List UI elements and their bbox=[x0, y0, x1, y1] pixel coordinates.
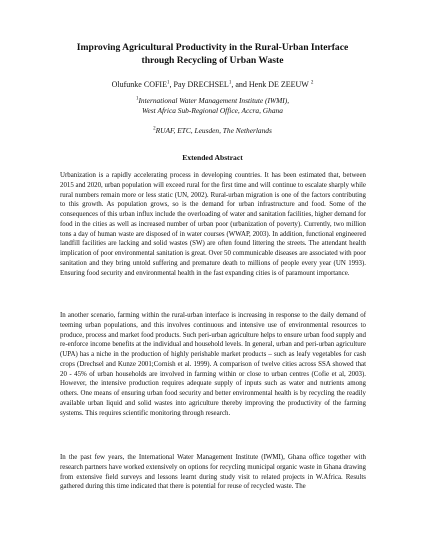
affiliation-2 bbox=[60, 126, 365, 136]
affiliation-line: International Water Management Institute (IWMI), bbox=[138, 96, 290, 105]
section-heading: Extended Abstract bbox=[182, 153, 243, 162]
affiliation-mark: 1 bbox=[135, 96, 139, 102]
paper-title: Improving Agricultural Productivity in the Rural-Urban Interface through Recycling of Urban Waste bbox=[76, 42, 349, 66]
author-name: Olufunke COFIE bbox=[111, 80, 167, 89]
author-name: Henk DE ZEEUW bbox=[248, 80, 309, 89]
affiliation-line: West Africa Sub-Regional Office, Accra, Ghana bbox=[142, 106, 283, 115]
body-paragraph-2: In another scenario, farming within the rural-urban interface is increasing in response to the daily demand of teeming urban populations, and this involves continuous and intensive use of environmental resources to produce, process and market food products. Such peri-urban agriculture helps to ensure urban food supply and re-enforce income benefits at the individual and household levels. In general, urban and peri-urban agriculture (UPA) has a niche in the production of highly perishable market products – such as leafy vegetables for cash crops (Drechsel and Kunze 2001;Cornish et al. 1999). A comparison of twelve cities across SSA showed that 20 - 45% of urban households are involved in farming within or close to urban centres (Cofie et al, 2003). However, the intensive production requires adequate supply of inputs such as water and nutrients among others. One means of ensuring urban food security and better environmental health is by recycling the readily available urban liquid and solid wastes into agriculture thereby improving the productivity of the farming systems. This requires scientific monitoring through research. bbox=[60, 312, 366, 417]
author-affiliation-mark: 2 bbox=[310, 80, 314, 86]
author-separator: , and bbox=[231, 80, 249, 89]
author-separator: , bbox=[169, 80, 174, 89]
author-affiliation-mark: 1 bbox=[228, 80, 232, 86]
author-affiliation-mark: 1 bbox=[166, 80, 170, 86]
affiliation-mark: 2 bbox=[153, 126, 156, 132]
author-line bbox=[40, 80, 385, 90]
affiliation-1 bbox=[60, 96, 365, 116]
body-paragraph-3: In the past few years, the International Water Management Institute (IWMI), Ghana office together with research partners have worked extensively on options for recycling municipal organic waste in Ghana drawing from extensive field surveys and lessons learnt during study visit to related projects in W.Africa. Results gathered during this time indicated that there is potential for reuse of recycled waste. The bbox=[60, 454, 366, 491]
affiliation-line: RUAF, ETC, Leusden, The Netherlands bbox=[155, 126, 272, 135]
body-paragraph-1: Urbanization is a rapidly accelerating process in developing countries. It has been estimated that, between 2015 and 2020, urban population will exceed rural for the first time and will continue to escalate sharply while rural numbers remain more or less static (UN, 2002). Rural-urban migration is one of the factors contributing to this growth. As population grows, so is the demand for urban infrastructure and food. Some of the consequences of this urban influx include the overloading of water and sanitation facilities, higher demand for food in the cities as well as increased number of urban poor (urbanization of poverty). Currently, two million tons a day of human waste are disposed of in water courses (WWAP, 2003). In addition, functional engineered landfill facilities are lacking and solid wastes (SW) are often found littering the streets. The attendant health implication of poor environmental sanitation is great. Over 50 communicable diseases are associated with poor sanitation and they bring untold suffering and premature death to millions of people every year (UN 1993). Ensuring food security and environmental health in the fast expanding cities is of paramount importance. bbox=[60, 172, 366, 277]
author-name: Pay DRECHSEL bbox=[173, 80, 229, 89]
